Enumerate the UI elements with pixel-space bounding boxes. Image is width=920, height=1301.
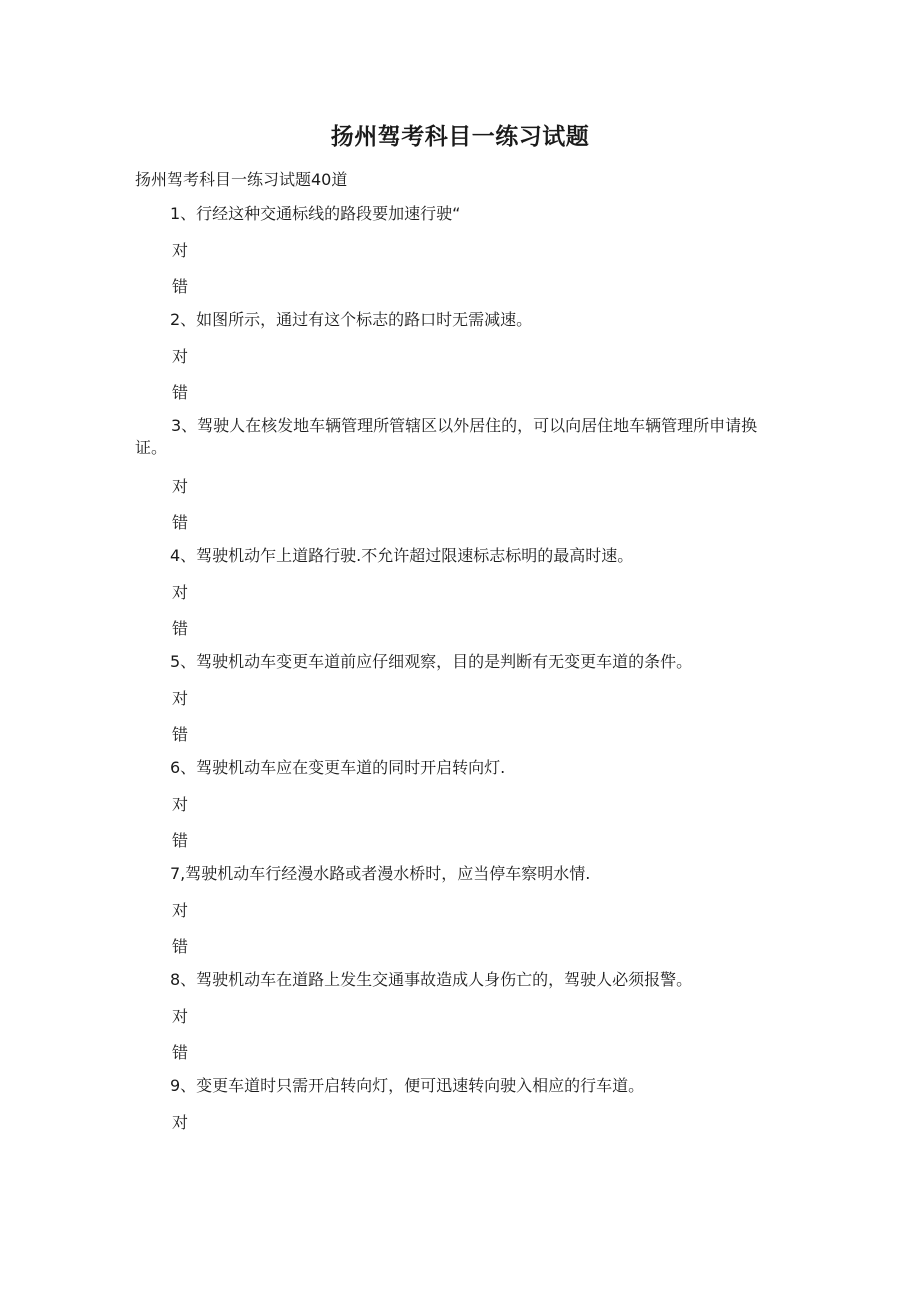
question-2 (0, 305, 920, 411)
option-true: 对 (172, 477, 189, 496)
option-false: 错 (172, 1043, 189, 1062)
option-true: 对 (172, 689, 189, 708)
option-false: 错 (172, 277, 189, 296)
option-false: 错 (172, 725, 189, 744)
question-text: 3、驾驶人在核发地车辆管理所管辖区以外居住的，可以向居住地车辆管理所申请换证。 (135, 416, 758, 457)
option-true: 对 (172, 795, 189, 814)
document-title: 扬州驾考科目一练习试题 (330, 124, 590, 150)
document-subtitle: 扬州驾考科目一练习试题40道 (135, 170, 348, 189)
question-4 (0, 541, 920, 647)
question-3 (0, 411, 920, 541)
question-7 (0, 859, 920, 965)
question-text: 9、变更车道时只需开启转向灯，便可迅速转向驶入相应的行车道。 (170, 1076, 645, 1095)
question-5 (0, 647, 920, 753)
question-text: 1、行经这种交通标线的路段要加速行驶“ (170, 204, 461, 223)
question-6 (0, 753, 920, 859)
question-text: 4、驾驶机动乍上道路行驶.不允许超过限速标志标明的最高时速。 (170, 546, 634, 565)
question-9 (0, 1071, 920, 1141)
question-1 (0, 199, 920, 305)
option-false: 错 (172, 619, 189, 638)
question-text: 2、如图所示，通过有这个标志的路口时无需减速。 (170, 310, 533, 329)
question-text: 7,驾驶机动车行经漫水路或者漫水桥时，应当停车察明水情. (170, 864, 591, 883)
option-false: 错 (172, 937, 189, 956)
option-true: 对 (172, 1113, 189, 1132)
question-text: 5、驾驶机动车变更车道前应仔细观察，目的是判断有无变更车道的条件。 (170, 652, 693, 671)
option-true: 对 (172, 1007, 189, 1026)
option-true: 对 (172, 583, 189, 602)
option-false: 错 (172, 831, 189, 850)
option-false: 错 (172, 513, 189, 532)
option-true: 对 (172, 347, 189, 366)
question-8 (0, 965, 920, 1071)
option-true: 对 (172, 241, 189, 260)
question-text: 8、驾驶机动车在道路上发生交通事故造成人身伤亡的，驾驶人必须报警。 (170, 970, 693, 989)
question-text: 6、驾驶机动车应在变更车道的同时开启转向灯. (170, 758, 506, 777)
question-list (0, 199, 920, 1141)
option-true: 对 (172, 901, 189, 920)
option-false: 错 (172, 383, 189, 402)
